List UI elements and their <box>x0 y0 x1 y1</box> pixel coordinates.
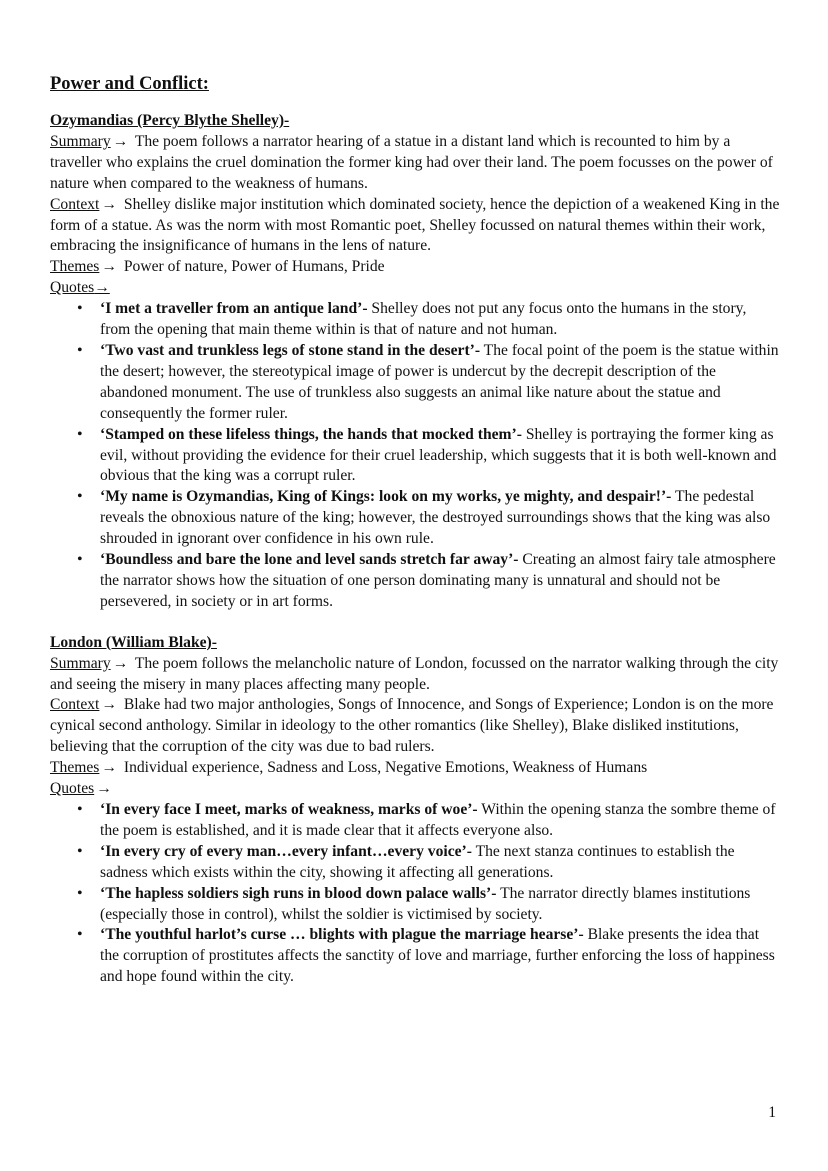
themes-field <box>50 758 780 779</box>
arrow-icon: → <box>112 132 129 150</box>
context-field <box>50 195 780 258</box>
context-label: Context <box>50 195 100 213</box>
quote-text: ‘In every face I meet, marks of weakness, marks of woe’- <box>100 801 478 818</box>
quotes-list <box>50 800 780 988</box>
quote-analysis: Blake presents the idea that the corruption of prostitutes affects the sanctity of love and marriage, further enforcing the loss of happiness and hope found within the city. <box>100 926 775 986</box>
section-heading: Ozymandias (Percy Blythe Shelley)- <box>50 112 290 129</box>
quote-analysis: Creating an almost fairy tale atmosphere the narrator shows how the situation of one person dominating many is unnatural and should not be persevered, in society or in art forms. <box>100 551 776 610</box>
quote-text: ‘The hapless soldiers sigh runs in blood down palace walls’- <box>100 884 497 902</box>
quote-text: ‘The youthful harlot’s curse … blights with plague the marriage hearse’- <box>100 926 584 944</box>
themes-text: Individual experience, Sadness and Loss, Negative Emotions, Weakness of Humans <box>123 759 648 777</box>
quotes-list <box>50 299 780 613</box>
page-number: 1 <box>768 1104 776 1121</box>
quotes-field <box>50 278 780 299</box>
themes-label: Themes <box>50 258 100 276</box>
quote-text: ‘Boundless and bare the lone and level sands stretch far away’- <box>100 551 519 569</box>
list-item <box>100 800 780 842</box>
quotes-label: Quotes <box>50 780 95 798</box>
list-item <box>100 487 780 550</box>
arrow-icon: → <box>101 759 117 777</box>
context-text: Shelley dislike major institution which dominated society, hence the depiction of a weakened King in the form of a statue. As was the norm with most Romantic poet, Shelley focussed on natural themes within their work, embracing the insignificance of humans in the lens of nature. <box>50 195 780 255</box>
quote-analysis: The narrator directly blames institutions (especially those in control), whilst the soldier is victimised by society. <box>100 884 751 923</box>
summary-text: The poem follows the melancholic nature of London, focussed on the narrator walking through the city and seeing the misery in many places affecting many people. <box>50 654 779 693</box>
list-item <box>100 299 780 341</box>
list-item <box>100 550 780 613</box>
arrow-icon: → <box>101 696 117 714</box>
list-item <box>100 925 780 988</box>
document-title: Power and Conflict: <box>50 74 209 94</box>
section-spacer <box>50 613 780 633</box>
section-london <box>50 633 780 988</box>
quote-text: ‘Two vast and trunkless legs of stone stand in the desert’- <box>100 341 481 359</box>
themes-field <box>50 257 780 278</box>
summary-label: Summary <box>50 132 111 150</box>
list-item <box>100 884 780 926</box>
section-ozymandias <box>50 111 780 613</box>
quotes-field <box>50 779 780 800</box>
arrow-icon: → <box>96 780 112 798</box>
document-page <box>50 72 780 988</box>
context-field <box>50 695 780 758</box>
themes-text: Power of nature, Power of Humans, Pride <box>123 258 385 276</box>
quote-analysis: Within the opening stanza the sombre theme of the poem is established, and it is made clear that it affects everyone also. <box>100 801 776 839</box>
summary-field <box>50 654 780 696</box>
quote-analysis: The pedestal reveals the obnoxious nature of the king; however, the destroyed surroundings shows that the king was also shrouded in ignorant over confidence in his own rule. <box>100 488 771 548</box>
arrow-icon: → <box>94 279 110 297</box>
arrow-icon: → <box>101 195 117 213</box>
quote-text: ‘My name is Ozymandias, King of Kings: look on my works, ye mighty, and despair!’- <box>100 488 672 506</box>
context-label: Context <box>50 696 100 714</box>
quote-text: ‘In every cry of every man…every infant…every voice’- <box>100 842 472 860</box>
summary-label: Summary <box>50 654 111 672</box>
arrow-icon: → <box>112 654 129 672</box>
summary-field <box>50 132 780 195</box>
quote-text: ‘I met a traveller from an antique land’- <box>100 300 368 318</box>
list-item <box>100 842 780 884</box>
list-item <box>100 341 780 425</box>
section-heading: London (William Blake)- <box>50 633 217 651</box>
summary-text: The poem follows a narrator hearing of a statue in a distant land which is recounted to him by a traveller who explains the cruel domination the former king had over their land. The poem focusses on the power of nature when compared to the weakness of humans. <box>50 132 773 192</box>
quote-analysis: Shelley does not put any focus onto the humans in the story, from the opening that main theme within is that of nature and not human. <box>100 300 747 339</box>
list-item <box>100 425 780 488</box>
context-text: Blake had two major anthologies, Songs of Innocence, and Songs of Experience; London is on the more cynical second anthology. Similar in ideology to the other romantics (like Shelley), Blake disliked institutions, believing that the corruption of the city was due to bad rulers. <box>50 696 774 756</box>
arrow-icon: → <box>101 258 117 276</box>
themes-label: Themes <box>50 759 100 777</box>
quotes-label: Quotes→ <box>50 279 110 297</box>
quote-text: ‘Stamped on these lifeless things, the hands that mocked them’- <box>100 425 522 443</box>
quote-analysis: The focal point of the poem is the statue within the desert; however, the stereotypical image of power is undercut by the decrepit description of the abandoned monument. The use of trunkless also suggests an animal like nature about the statue and consequently the former ruler. <box>100 341 779 422</box>
quote-analysis: The next stanza continues to establish the sadness which exists within the city, showing it affecting all generations. <box>100 842 735 881</box>
quote-analysis: Shelley is portraying the former king as evil, without providing the evidence for their cruel leadership, which suggests that it is both well-known and obvious that the king was a corrupt ruler. <box>100 425 777 485</box>
